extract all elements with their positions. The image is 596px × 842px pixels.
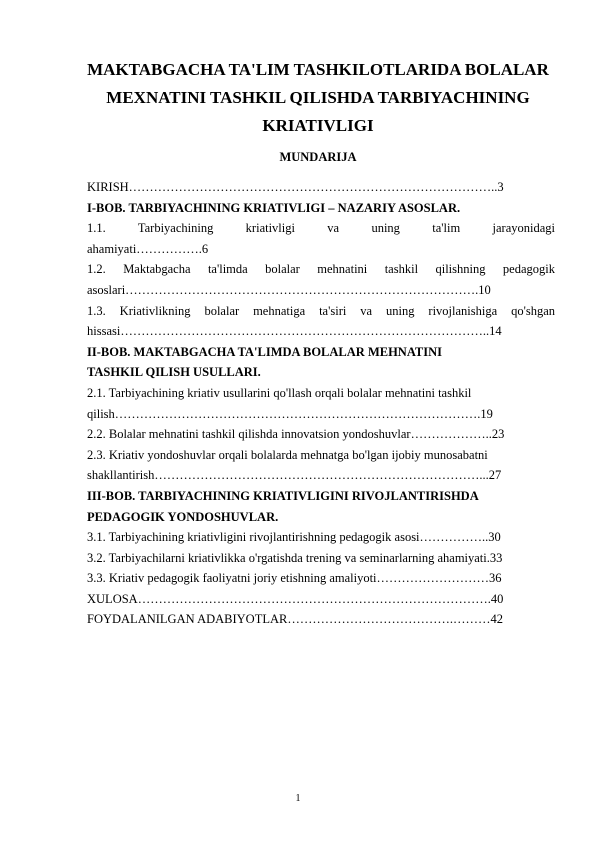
toc-chapter-3: III-BOB. TARBIYACHINING KRIATIVLIGINI RIVOJLANTIRISHDA: [87, 488, 479, 503]
toc-entry-2-2: 2.2. Bolalar mehnatini tashkil qilishda innovatsion yondoshuvlar………………..23: [87, 427, 505, 442]
title-line-2: MEXNATINI TASHKIL QILISHDA TARBIYACHINING: [106, 88, 530, 107]
toc-chapter-2-cont: TASHKIL QILISH USULLARI.: [87, 365, 261, 380]
toc-entry-adabiyotlar: FOYDALANILGAN ADABIYOTLAR………………………………….………42: [87, 612, 503, 627]
toc-chapter-3-cont: PEDAGOGIK YONDOSHUVLAR.: [87, 509, 279, 524]
toc-entry-kirish: KIRISH……………………………………………………………………………..3: [87, 180, 504, 194]
toc-entry-2-3: 2.3. Kriativ yondoshuvlar orqali bolalarda mehnatga bo'lgan ijobiy munosabatni: [87, 447, 488, 462]
toc-entry-1-1-cont: ahamiyati…………….6: [87, 241, 209, 256]
toc-entry-xulosa: XULOSA………………………………………………………………………….40: [87, 591, 504, 606]
toc-chapter-1: I-BOB. TARBIYACHINING KRIATIVLIGI – NAZARIY ASOSLAR.: [87, 200, 461, 215]
toc-entry-3-3: 3.3. Kriativ pedagogik faoliyatni joriy etishning amaliyoti………………………36: [87, 571, 502, 586]
toc-entry-2-3-cont: shakllantirish……………………………………………………………………...27: [87, 468, 502, 483]
toc-entry-3-2: 3.2. Tarbiyachilarni kriativlikka o'rgatishda trening va seminarlarning ahamiyati.33: [87, 550, 503, 565]
toc-entry-1-3: 1.3. Kriativlikning bolalar mehnatiga ta'siri va uning rivojlanishiga qo'shgan: [87, 303, 555, 318]
toc-entry-1-2: 1.2. Maktabgacha ta'limda bolalar mehnatini tashkil qilishning pedagogik: [87, 262, 555, 277]
toc-entry-1-2-cont: asoslari………………………………………………………………………….10: [87, 282, 491, 297]
contents-heading: MUNDARIJA: [279, 150, 357, 164]
toc-entry-3-1: 3.1. Tarbiyachining kriativligini rivojlantirishning pedagogik asosi……………..30: [87, 530, 501, 545]
title-line-1: MAKTABGACHA TA'LIM TASHKILOTLARIDA BOLALAR: [87, 60, 549, 79]
toc-entry-2-1: 2.1. Tarbiyachining kriativ usullarini qo'llash orqali bolalar mehnatini tashkil: [87, 385, 472, 400]
document-title: [70, 56, 566, 140]
toc-entry-2-1-cont: qilish…………………………………………………………………………….19: [87, 406, 493, 421]
table-of-contents: [87, 177, 555, 630]
page-number: 1: [295, 793, 301, 804]
title-line-3: KRIATIVLIGI: [262, 116, 374, 135]
toc-entry-1-1: 1.1. Tarbiyachining kriativligi va uning ta'lim jarayonidagi: [87, 221, 555, 236]
toc-entry-1-3-cont: hissasi……………………………………………………………………………..14: [87, 324, 502, 339]
toc-chapter-2: II-BOB. MAKTABGACHA TA'LIMDA BOLALAR MEHNATINI: [87, 344, 443, 359]
